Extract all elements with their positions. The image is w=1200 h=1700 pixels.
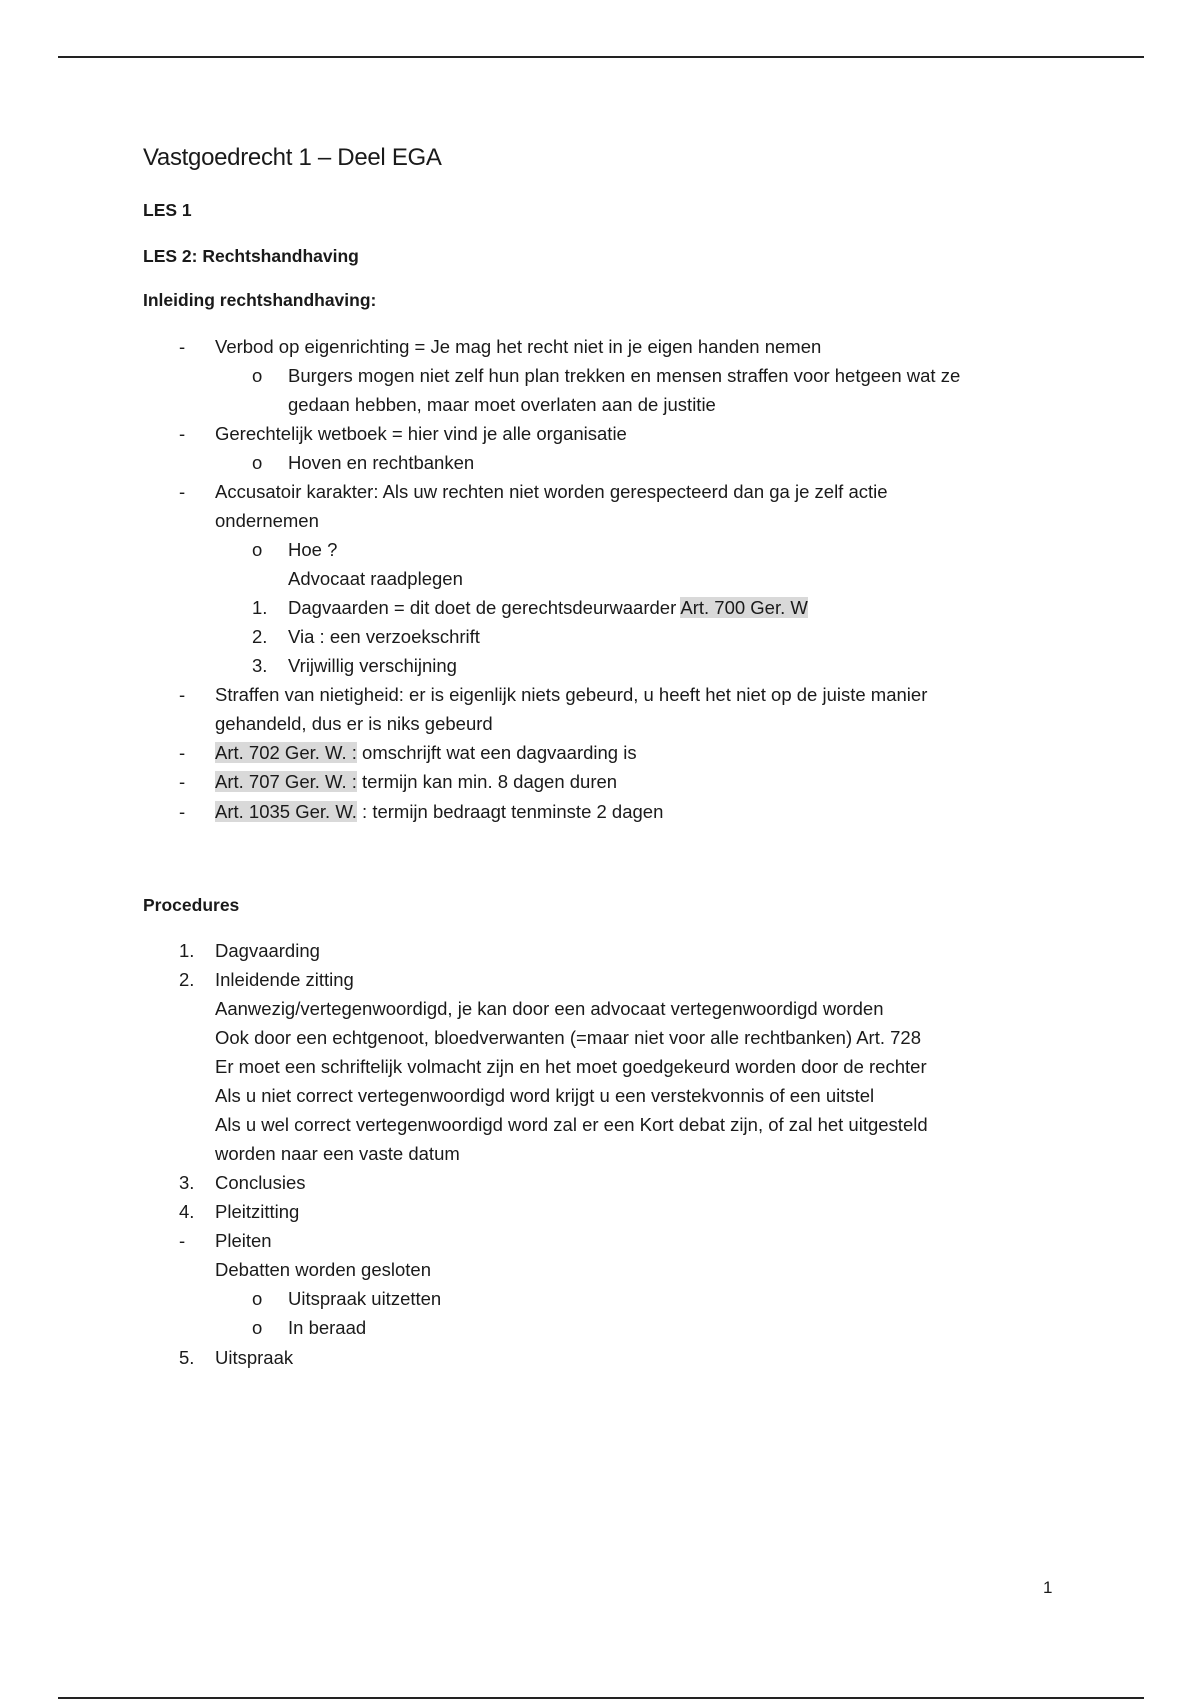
bullet-text: Hoe ? <box>288 539 338 560</box>
law-reference: Art. 707 Ger. W. : <box>215 771 357 792</box>
bullet-dash: - <box>179 1230 186 1251</box>
list-number: 5. <box>179 1347 195 1368</box>
bullet-circle: o <box>252 1317 263 1338</box>
list-number: 2. <box>252 626 268 647</box>
procedure-text: Als u wel correct vertegenwoordigd word zal er een Kort debat zijn, of zal het uitgesteld <box>215 1114 928 1135</box>
bullet-dash: - <box>179 742 186 763</box>
item-text: termijn kan min. 8 dagen duren <box>356 771 618 792</box>
list-number: 2. <box>179 969 195 990</box>
list-number: 3. <box>179 1172 195 1193</box>
procedure-item: Pleiten <box>215 1230 272 1251</box>
heading-les2: LES 2: Rechtshandhaving <box>143 246 359 266</box>
heading-procedures: Procedures <box>143 895 240 915</box>
numbered-item <box>288 596 808 620</box>
heading-les1: LES 1 <box>143 200 192 220</box>
bullet-dash: - <box>179 801 186 822</box>
bullet-text: Hoven en rechtbanken <box>288 452 475 473</box>
bullet-text: Accusatoir karakter: Als uw rechten niet worden gerespecteerd dan ga je zelf actie <box>215 481 888 502</box>
bullet-text <box>215 800 663 824</box>
bullet-dash: - <box>179 481 186 502</box>
bullet-circle: o <box>252 1288 263 1309</box>
item-text: : termijn bedraagt tenminste 2 dagen <box>356 801 664 822</box>
bullet-text-cont: ondernemen <box>215 510 319 531</box>
bullet-dash: - <box>179 423 186 444</box>
bullet-dash: - <box>179 336 186 357</box>
bottom-rule <box>58 1697 1144 1699</box>
bullet-dash: - <box>179 684 186 705</box>
list-number: 3. <box>252 655 268 676</box>
procedure-text: Ook door een echtgenoot, bloedverwanten (=maar niet voor alle rechtbanken) Art. 728 <box>215 1027 922 1048</box>
bullet-text-cont: Advocaat raadplegen <box>288 568 463 589</box>
bullet-circle: o <box>252 452 263 473</box>
procedure-subitem: In beraad <box>288 1317 367 1338</box>
bullet-text <box>215 741 637 765</box>
page-number: 1 <box>1043 1578 1053 1597</box>
procedure-text: Als u niet correct vertegenwoordigd word krijgt u een verstekvonnis of een uitstel <box>215 1085 875 1106</box>
law-reference: Art. 1035 Ger. W. <box>215 801 357 822</box>
procedure-item: Pleitzitting <box>215 1201 300 1222</box>
document-title: Vastgoedrecht 1 – Deel EGA <box>143 144 442 171</box>
bullet-dash: - <box>179 771 186 792</box>
procedure-item: Inleidende zitting <box>215 969 354 990</box>
list-number: 1. <box>252 597 268 618</box>
procedure-subitem: Uitspraak uitzetten <box>288 1288 442 1309</box>
law-reference: Art. 702 Ger. W. : <box>215 742 357 763</box>
bullet-text <box>215 770 617 794</box>
bullet-circle: o <box>252 539 263 560</box>
list-number: 1. <box>179 940 195 961</box>
procedure-text: worden naar een vaste datum <box>215 1143 460 1164</box>
numbered-item: Via : een verzoekschrift <box>288 626 480 647</box>
item-text: Dagvaarden = dit doet de gerechtsdeurwaarder <box>288 597 681 618</box>
numbered-item: Vrijwillig verschijning <box>288 655 457 676</box>
bullet-text: Straffen van nietigheid: er is eigenlijk niets gebeurd, u heeft het niet op de juiste manier <box>215 684 928 705</box>
bullet-text: Burgers mogen niet zelf hun plan trekken en mensen straffen voor hetgeen wat ze <box>288 365 961 386</box>
procedure-text: Er moet een schriftelijk volmacht zijn en het moet goedgekeurd worden door de rechter <box>215 1056 927 1077</box>
top-rule <box>58 56 1144 58</box>
law-reference: Art. 700 Ger. W <box>680 597 808 618</box>
item-text: omschrijft wat een dagvaarding is <box>356 742 637 763</box>
list-number: 4. <box>179 1201 195 1222</box>
bullet-text: Verbod op eigenrichting = Je mag het recht niet in je eigen handen nemen <box>215 336 822 357</box>
procedure-item: Conclusies <box>215 1172 306 1193</box>
procedure-text: Aanwezig/vertegenwoordigd, je kan door een advocaat vertegenwoordigd worden <box>215 998 884 1019</box>
bullet-text: Gerechtelijk wetboek = hier vind je alle organisatie <box>215 423 627 444</box>
bullet-text-cont: gedaan hebben, maar moet overlaten aan de justitie <box>288 394 716 415</box>
bullet-text-cont: gehandeld, dus er is niks gebeurd <box>215 713 493 734</box>
heading-inleiding: Inleiding rechtshandhaving: <box>143 290 377 310</box>
procedure-item: Dagvaarding <box>215 940 320 961</box>
procedure-item: Uitspraak <box>215 1347 294 1368</box>
procedure-text: Debatten worden gesloten <box>215 1259 431 1280</box>
bullet-circle: o <box>252 365 263 386</box>
